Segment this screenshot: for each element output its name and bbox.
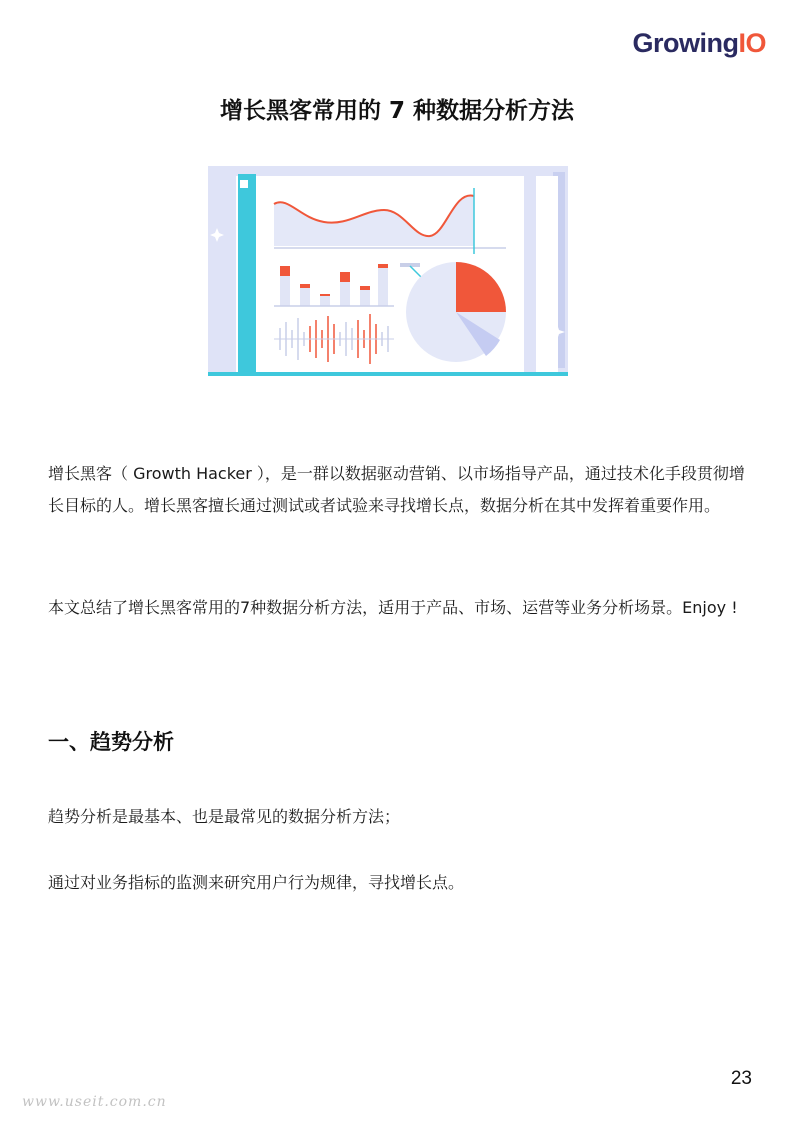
section-paragraph-1: 趋势分析是最基本、也是最常见的数据分析方法；: [48, 807, 401, 826]
page-title: 增长黑客常用的 7 种数据分析方法: [219, 98, 575, 124]
section-paragraph-2: 通过对业务指标的监测来研究用户行为规律，寻找增长点。: [48, 873, 465, 892]
growingio-logo: GrowingIO: [632, 28, 766, 58]
intro-paragraph-2: 本文总结了增长黑客常用的7种数据分析方法，适用于产品、市场、运营等业务分析场景。Enjoy !: [48, 598, 738, 617]
dashboard-illustration: [208, 166, 568, 378]
section-heading-trend-analysis: 一、趋势分析: [48, 730, 174, 754]
intro-paragraph-1: 增长黑客（ Growth Hacker ），是一群以数据驱动营销、以市场指导产品，通过技术化手段贯彻增长目标的人。增长黑客擅长通过测试或者试验来寻找增长点，数据分析在其中发挥着重要作用。: [48, 464, 745, 515]
page-number: 23: [730, 1068, 752, 1089]
watermark: www.useit.com.cn: [22, 1094, 167, 1110]
